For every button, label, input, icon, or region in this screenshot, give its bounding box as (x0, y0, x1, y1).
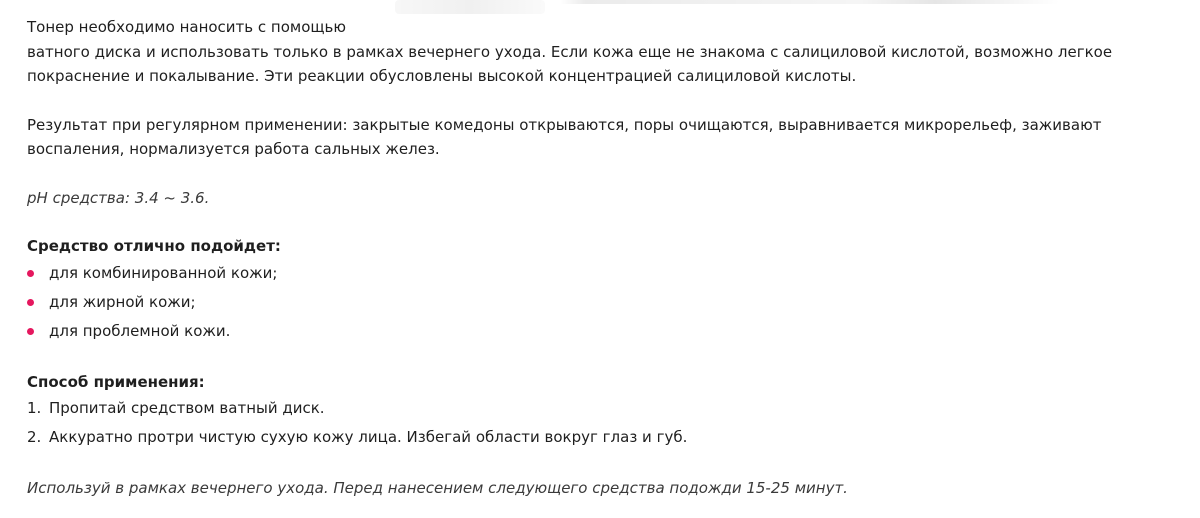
usage-heading: Способ применения: (27, 372, 205, 391)
list-item-text: для жирной кожи; (49, 292, 196, 311)
intro-line-1: Тонер необходимо наносить с помощью (27, 18, 346, 36)
intro-paragraph: ватного диска и использовать только в рамках вечернего ухода. Если кожа еще не знакома с салициловой кислотой, возможно легкое покраснение и покалывание. Эти реакции обусловлены высокой концентрацией салициловой кислоты. (27, 42, 1113, 85)
list-item (27, 288, 1127, 317)
list-item (27, 423, 1127, 452)
step-text: Аккуратно протри чистую сухую кожу лица. Избегай области вокруг глаз и губ. (49, 428, 688, 446)
step-number: 2. (27, 428, 42, 446)
list-item (27, 317, 1127, 346)
product-description (27, 15, 1127, 501)
step-number: 1. (27, 399, 42, 417)
list-item (27, 259, 1127, 288)
cropped-image-fragment (395, 0, 545, 14)
result-paragraph: Результат при регулярном применении: закрытые комедоны открываются, поры очищаются, выравнивается микрорельеф, заживают воспаления, нормализуется работа сальных желез. (27, 115, 1102, 158)
step-text: Пропитай средством ватный диск. (49, 399, 325, 417)
list-item-text: для проблемной кожи. (49, 321, 231, 340)
list-item (27, 394, 1127, 423)
bullet-icon (27, 270, 34, 277)
list-item-text: для комбинированной кожи; (49, 263, 278, 282)
suitable-heading: Средство отлично подойдет: (27, 237, 281, 255)
ph-note: pH средства: 3.4 ~ 3.6. (27, 188, 210, 207)
bullet-icon (27, 328, 34, 335)
cropped-image-edge (560, 0, 1060, 4)
suitable-list (27, 259, 1127, 346)
usage-note: Используй в рамках вечернего ухода. Перед нанесением следующего средства подожди 15-25 минут. (27, 479, 848, 497)
bullet-icon (27, 299, 34, 306)
usage-steps (27, 394, 1127, 452)
